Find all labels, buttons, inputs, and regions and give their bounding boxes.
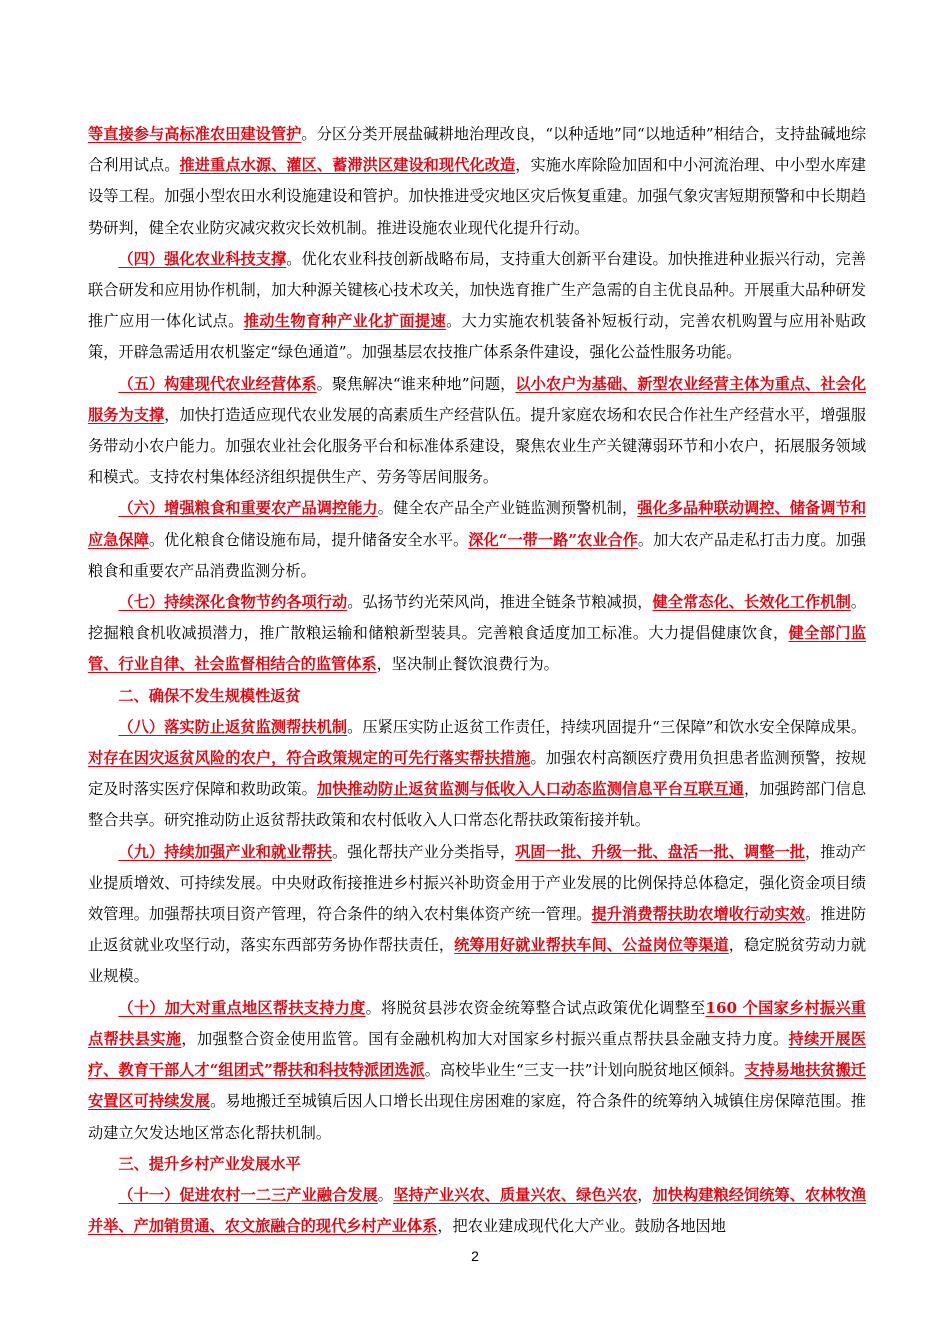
body-text: 。 <box>377 1185 394 1204</box>
highlighted-text: 推动生物育种产业化扩面提速 <box>243 312 447 331</box>
highlighted-text: （八）落实防止返贫监测帮扶机制 <box>118 717 348 736</box>
body-text: 。大力实施农机装备补短板行动，完善农机购置与应用补贴政策，开辟急需适用农机鉴定“绿色通道”。加强基层农技推广体系条件建设，强化公益性服务功能。 <box>88 312 867 362</box>
highlighted-text: 坚持产业兴农、质量兴农、绿色兴农 <box>393 1185 638 1204</box>
body-text: ， <box>637 1185 653 1204</box>
paragraph <box>88 993 866 1149</box>
highlighted-text: 三、提升乡村产业发展水平 <box>118 1154 301 1173</box>
paragraph <box>88 493 866 587</box>
highlighted-text: 健全常态化、长效化工作机制 <box>652 593 851 612</box>
paragraph <box>88 1180 866 1242</box>
section-heading <box>88 1149 866 1180</box>
highlighted-text: （七）持续深化食物节约各项行动 <box>118 593 348 612</box>
body-text: ，加强整合资金使用监管。国有金融机构加大对国家乡村振兴重点帮扶县金融支持力度。 <box>181 1029 789 1048</box>
highlighted-text: 160 个国家乡村振兴重点帮扶县实施 <box>88 998 866 1048</box>
highlighted-text: 统筹用好就业帮扶车间、公益岗位等渠道 <box>454 936 729 955</box>
body-text: 。优化农业科技创新战略布局，支持重大创新平台建设。加快推进种业振兴行动，完善联合研发和应用协作机制，加大种源关键核心技术攻关，加快选育推广生产急需的自主优良品种。开展重大品种研发推广应用一体化试点。 <box>88 249 867 331</box>
paragraph <box>88 712 866 837</box>
highlighted-text: 强化多品种联动调控、储备调节和应急保障 <box>88 499 867 549</box>
document-body <box>88 119 866 1242</box>
body-text: ，坚决制止餐饮浪费行为。 <box>376 655 559 674</box>
body-text: 。易地搬迁至城镇后因人口增长出现住房困难的家庭，符合条件的统筹纳入城镇住房保障范围。推动建立欠发达地区常态化帮扶机制。 <box>88 1092 867 1142</box>
body-text: 。挖掘粮食机收减损潜力，推广散粮运输和储粮新型装具。完善粮食适度加工标准。大力提倡健康饮食， <box>88 593 867 643</box>
body-text: 。推进防止返贫就业攻坚行动，落实东西部劳务协作帮扶责任， <box>88 905 867 955</box>
body-text: 。优化粮食仓储设施布局，提升储备安全水平。 <box>148 530 469 549</box>
body-text: 。压紧压实防止返贫工作责任，持续巩固提升“三保障”和饮水安全保障成果。 <box>347 717 867 736</box>
body-text: 。健全农产品全产业链监测预警机制， <box>377 499 638 518</box>
paragraph <box>88 119 866 244</box>
body-text: 。聚焦解决“谁来种地”问题， <box>316 374 516 393</box>
body-text: 。分区分类开展盐碱耕地治理改良，“以种适地”同“以地适种”相结合，支持盐碱地综合利用试点。 <box>88 125 867 175</box>
body-text: ，把农业建成现代化大产业。鼓励各地因地 <box>437 1217 726 1236</box>
highlighted-text: 持续开展医疗、教育干部人才“组团式”帮扶和科技特派团选派 <box>88 1029 867 1080</box>
highlighted-text: （五）构建现代农业经营体系 <box>118 374 317 393</box>
paragraph <box>88 587 866 681</box>
paragraph <box>88 244 866 369</box>
body-text: ，稳定脱贫劳动力就业规模。 <box>88 936 867 986</box>
highlighted-text: 对存在因灾返贫风险的农户，符合政策规定的可先行落实帮扶措施 <box>88 749 531 768</box>
highlighted-text: 以小农户为基础、新型农业经营主体为重点、社会化服务为支撑 <box>88 374 867 424</box>
paragraph <box>88 369 866 494</box>
body-text: 。将脱贫县涉农资金统筹整合试点政策优化调整至 <box>365 998 706 1017</box>
highlighted-text: （九）持续加强产业和就业帮扶 <box>118 842 333 861</box>
body-text: ，加快打造适应现代农业发展的高素质生产经营队伍。提升家庭农场和农民合作社生产经营水平，增强服务带动小农户能力。加强农业社会化服务平台和标准体系建设，聚焦农业生产关键薄弱环节和小农户，拓展服务领域和模式。支持农村集体经济组织提供生产、劳务等居间服务。 <box>88 405 867 487</box>
body-text: 。加大农产品走私打击力度。加强粮食和重要农产品消费监测分析。 <box>88 530 867 580</box>
body-text: 。弘扬节约光荣风尚，推进全链条节粮减损， <box>347 593 653 612</box>
page-number: 2 <box>471 1248 479 1264</box>
highlighted-text: 提升消费帮扶助农增收行动实效 <box>591 905 806 924</box>
highlighted-text: 等直接参与高标准农田建设管护 <box>88 125 302 143</box>
body-text: 。高校毕业生“三支一扶”计划向脱贫地区倾斜。 <box>424 1061 745 1080</box>
body-text: 。加强农村高额医疗费用负担患者监测预警，按规定及时落实医疗保障和救助政策。 <box>88 749 867 799</box>
highlighted-text: （四）强化农业科技支撑 <box>118 249 287 268</box>
highlighted-text: （十一）促进农村一二三产业融合发展 <box>118 1185 378 1204</box>
highlighted-text: 推进重点水源、灌区、蓄滞洪区建设和现代化改造 <box>179 156 516 175</box>
highlighted-text: 巩固一批、升级一批、盘活一批、调整一批 <box>515 842 806 861</box>
body-text: ，加强跨部门信息整合共享。研究推动防止返贫帮扶政策和农村低收入人口常态化帮扶政策衔接并轨。 <box>88 780 867 830</box>
highlighted-text: 健全部门监管、行业自律、社会监督相结合的监管体系 <box>88 624 867 674</box>
body-text: 。强化帮扶产业分类指导， <box>332 842 516 861</box>
highlighted-text: 支持易地扶贫搬迁安置区可持续发展 <box>88 1061 866 1111</box>
paragraph <box>88 837 866 993</box>
highlighted-text: 加快推动防止返贫监测与低收入人口动态监测信息平台互联互通 <box>316 780 745 799</box>
highlighted-text: （十）加大对重点地区帮扶支持力度 <box>118 998 366 1017</box>
body-text: ，实施水库除险加固和中小河流治理、中小型水库建设等工程。加强小型农田水利设施建设和管护。加快推进受灾地区灾后恢复重建。加强气象灾害短期预警和中长期趋势研判，健全农业防灾减灾救灾长效机制。推进设施农业现代化提升行动。 <box>88 156 867 237</box>
highlighted-text: （六）增强粮食和重要农产品调控能力 <box>118 499 378 518</box>
body-text: ，推动产业提质增效、可持续发展。中央财政衔接推进乡村振兴补助资金用于产业发展的比例保持总体稳定，强化资金项目绩效管理。加强帮扶项目资产管理，符合条件的纳入农村集体资产统一管理。 <box>88 842 867 924</box>
highlighted-text: 二、确保不发生规模性返贫 <box>118 686 301 705</box>
highlighted-text: 加快构建粮经饲统筹、农林牧渔并举、产加销贯通、农文旅融合的现代乡村产业体系 <box>88 1185 867 1236</box>
section-heading <box>88 681 866 712</box>
highlighted-text: 深化“一带一路”农业合作 <box>468 530 638 549</box>
